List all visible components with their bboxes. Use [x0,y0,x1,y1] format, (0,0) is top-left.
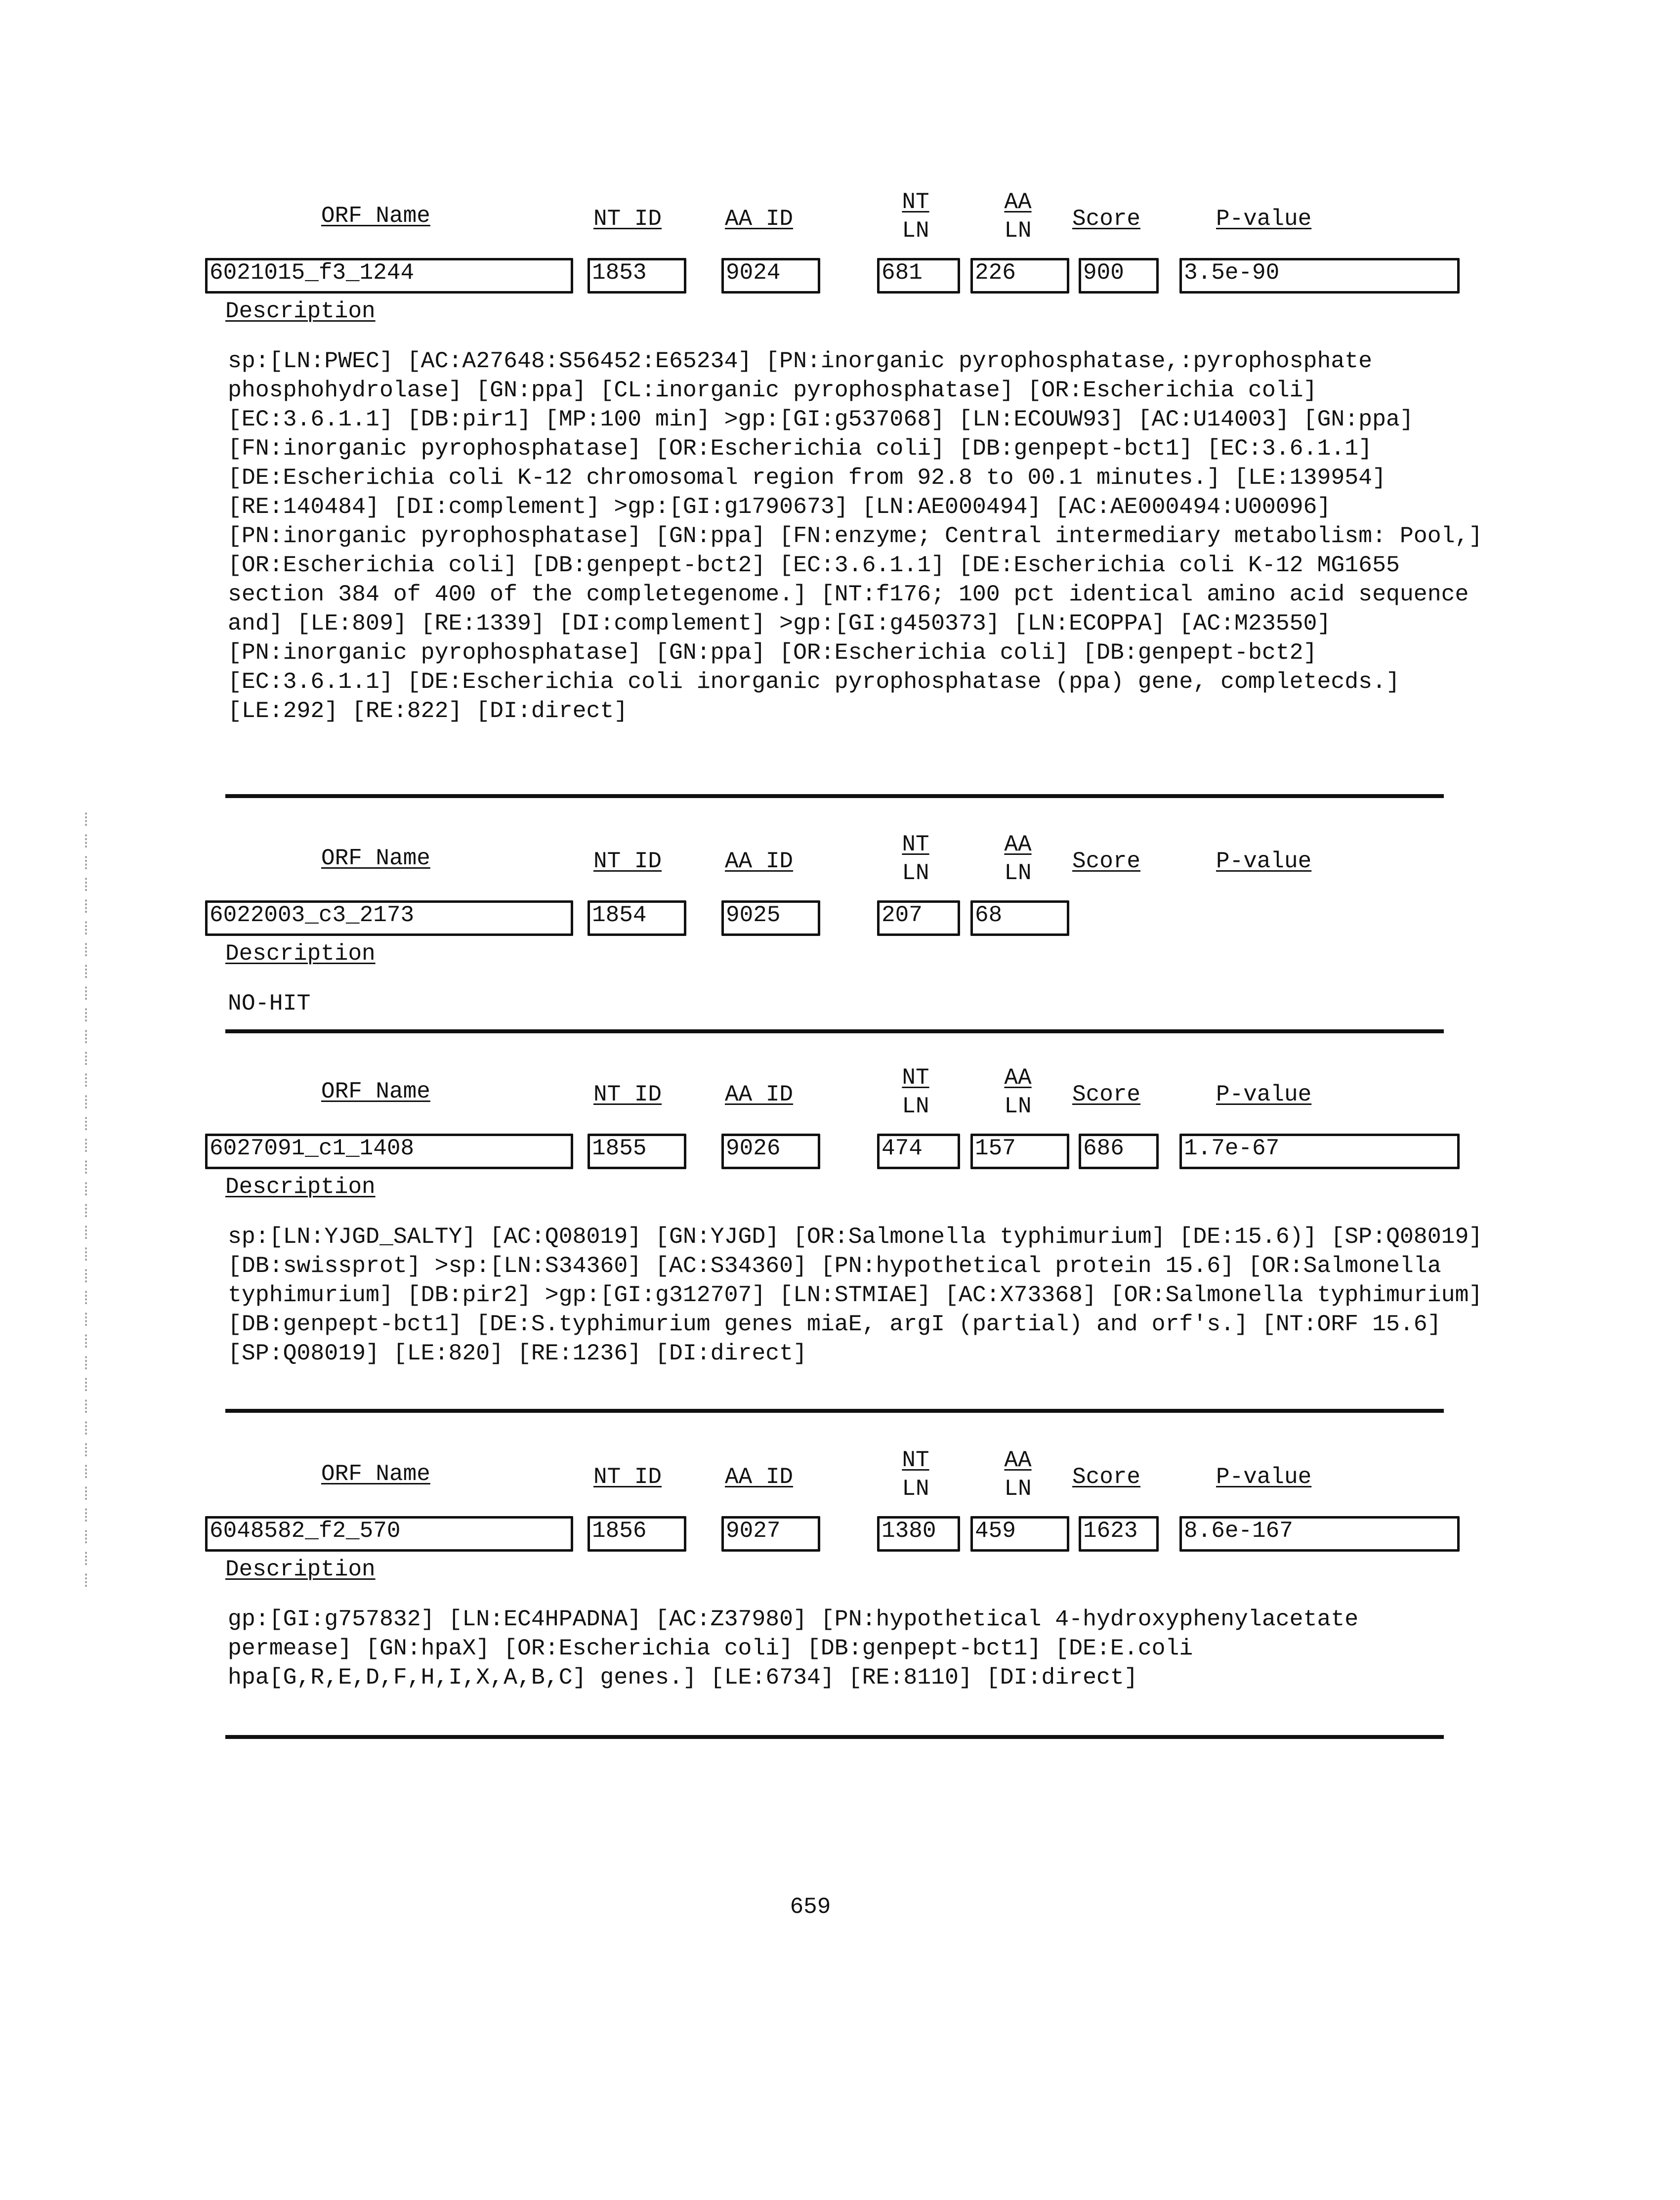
header-orf-name: ORF Name [321,844,430,873]
header-nt-ln [899,1063,932,1121]
nt-ln-field: 207 [877,900,960,936]
header-nt-ln-top: NT [899,1063,932,1092]
header-aa-ln-bottom: LN [1002,859,1034,888]
description-text: sp:[LN:PWEC] [AC:A27648:S56452:E65234] [PN:inorganic pyrophosphatase,:pyrophosphate phosphohydrolase] [GN:ppa] [CL:inorganic pyrophosphatase] [OR:Escherichia coli] [EC:3.6.1.1] [DB:pir1] [MP:100 min] >gp:[GI:g537068] [LN:ECOUW93] [AC:U14003] [GN:ppa] [FN:inorganic pyrophosphatase] [OR:Escherichia coli] [DB:genpept-bct1] [EC:3.6.1.1] [DE:Escherichia coli K-12 chromosomal region from 92.8 to 00.1 minutes.] [LE:139954] [RE:140484] [DI:complement] >gp:[GI:g1790673] [LN:AE000494] [AC:AE000494:U00096] [PN:inorganic pyrophosphatase] [GN:ppa] [FN:enzyme; Central intermediary metabolism: Pool,] [OR:Escherichia coli] [DB:genpept-bct2] [EC:3.6.1.1] [DE:Escherichia coli K-12 MG1655 section 384 of 400 of the completegenome.] [NT:f176; 100 pct identical amino acid sequence and] [LE:809] [RE:1339] [DI:complement] >gp:[GI:g450373] [LN:ECOPPA] [AC:M23550] [PN:inorganic pyrophosphatase] [GN:ppa] [OR:Escherichia coli] [DB:genpept-bct2] [EC:3.6.1.1] [DE:Escherichia coli inorganic pyrophosphatase (ppa) gene, completecds.] [LE:292] [RE:822] [DI:direct] [228,346,1493,725]
header-aa-id: AA ID [725,1463,793,1491]
header-nt-id: NT ID [593,205,662,233]
header-p-value: P-value [1216,1080,1311,1109]
score-field: 1623 [1079,1516,1159,1552]
header-nt-ln-bottom: LN [899,859,932,888]
header-nt-ln-top: NT [899,830,932,859]
nt-ln-field: 1380 [877,1516,960,1552]
header-nt-ln [899,830,932,888]
header-aa-id: AA ID [725,205,793,233]
header-score: Score [1072,1463,1140,1491]
header-aa-ln-top: AA [1002,830,1034,859]
record-divider [225,1409,1444,1413]
header-aa-ln [1002,1446,1034,1503]
header-aa-id: AA ID [725,847,793,876]
header-orf-name: ORF Name [321,1077,430,1106]
description-text: gp:[GI:g757832] [LN:EC4HPADNA] [AC:Z37980] [PN:hypothetical 4-hydroxyphenylacetate permease] [GN:hpaX] [OR:Escherichia coli] [DB:genpept-bct1] [DE:E.coli hpa[G,R,E,D,F,H,I,X,A,B,C] genes.] [LE:6734] [RE:8110] [DI:direct] [228,1605,1493,1692]
description-label: Description [225,297,376,326]
description-text: sp:[LN:YJGD_SALTY] [AC:Q08019] [GN:YJGD] [OR:Salmonella typhimurium] [DE:15.6)] [SP:Q08019] [DB:swissprot] >sp:[LN:S34360] [AC:S34360] [PN:hypothetical protein 15.6] [OR:Salmonella typhimurium] [DB:pir2] >gp:[GI:g312707] [LN:STMIAE] [AC:X73368] [OR:Salmonella typhimurium] [DB:genpept-bct1] [DE:S.typhimurium genes miaE, argI (partial) and orf's.] [NT:ORF 15.6] [SP:Q08019] [LE:820] [RE:1236] [DI:direct] [228,1222,1493,1368]
nt-id-field: 1853 [588,258,686,294]
description-label: Description [225,1173,376,1201]
header-nt-ln [899,1446,932,1503]
header-score: Score [1072,847,1140,876]
p-value-field: 1.7e-67 [1179,1134,1460,1169]
aa-ln-field: 459 [970,1516,1069,1552]
header-nt-ln-top: NT [899,188,932,216]
header-aa-ln [1002,830,1034,888]
header-aa-ln-top: AA [1002,1446,1034,1475]
header-aa-ln-bottom: LN [1002,216,1034,245]
header-p-value: P-value [1216,205,1311,233]
orf-name-field: 6021015_f3_1244 [205,258,573,294]
header-nt-ln-top: NT [899,1446,932,1475]
orf-name-field: 6027091_c1_1408 [205,1134,573,1169]
header-p-value: P-value [1216,847,1311,876]
header-score: Score [1072,1080,1140,1109]
header-aa-ln-bottom: LN [1002,1092,1034,1121]
header-aa-ln-bottom: LN [1002,1475,1034,1503]
header-aa-id: AA ID [725,1080,793,1109]
header-aa-ln-top: AA [1002,1063,1034,1092]
nt-ln-field: 474 [877,1134,960,1169]
header-score: Score [1072,205,1140,233]
page-number: 659 [776,1893,845,1921]
aa-id-field: 9027 [721,1516,820,1552]
document-page [0,0,1680,2200]
aa-id-field: 9024 [721,258,820,294]
header-nt-ln-bottom: LN [899,1092,932,1121]
p-value-field: 3.5e-90 [1179,258,1460,294]
nt-ln-field: 681 [877,258,960,294]
header-nt-ln-bottom: LN [899,216,932,245]
header-orf-name: ORF Name [321,202,430,230]
score-field: 900 [1079,258,1159,294]
header-nt-id: NT ID [593,1463,662,1491]
header-p-value: P-value [1216,1463,1311,1491]
header-nt-id: NT ID [593,1080,662,1109]
description-label: Description [225,939,376,968]
description-text: NO-HIT [228,989,1493,1018]
aa-ln-field: 157 [970,1134,1069,1169]
nt-id-field: 1854 [588,900,686,936]
nt-id-field: 1856 [588,1516,686,1552]
record-divider [225,1029,1444,1033]
scan-artifact-margin: ⁞ ⁞ ⁞ ⁞ ⁞ ⁞ ⁞ ⁞ ⁞ ⁞ ⁞ ⁞ ⁞ ⁞ ⁞ ⁞ ⁞ ⁞ ⁞ ⁞ ⁞ ⁞ ⁞ ⁞ ⁞ ⁞ ⁞ ⁞ ⁞ ⁞ ⁞ ⁞ ⁞ ⁞ ⁞ ⁞ [74,810,99,1593]
aa-id-field: 9026 [721,1134,820,1169]
header-aa-ln [1002,1063,1034,1121]
nt-id-field: 1855 [588,1134,686,1169]
score-field: 686 [1079,1134,1159,1169]
aa-ln-field: 68 [970,900,1069,936]
header-aa-ln [1002,188,1034,245]
record-divider [225,794,1444,798]
record-divider [225,1735,1444,1739]
orf-name-field: 6022003_c3_2173 [205,900,573,936]
header-nt-ln-bottom: LN [899,1475,932,1503]
header-orf-name: ORF Name [321,1460,430,1488]
header-nt-ln [899,188,932,245]
header-aa-ln-top: AA [1002,188,1034,216]
p-value-field: 8.6e-167 [1179,1516,1460,1552]
aa-id-field: 9025 [721,900,820,936]
aa-ln-field: 226 [970,258,1069,294]
header-nt-id: NT ID [593,847,662,876]
description-label: Description [225,1555,376,1584]
orf-name-field: 6048582_f2_570 [205,1516,573,1552]
